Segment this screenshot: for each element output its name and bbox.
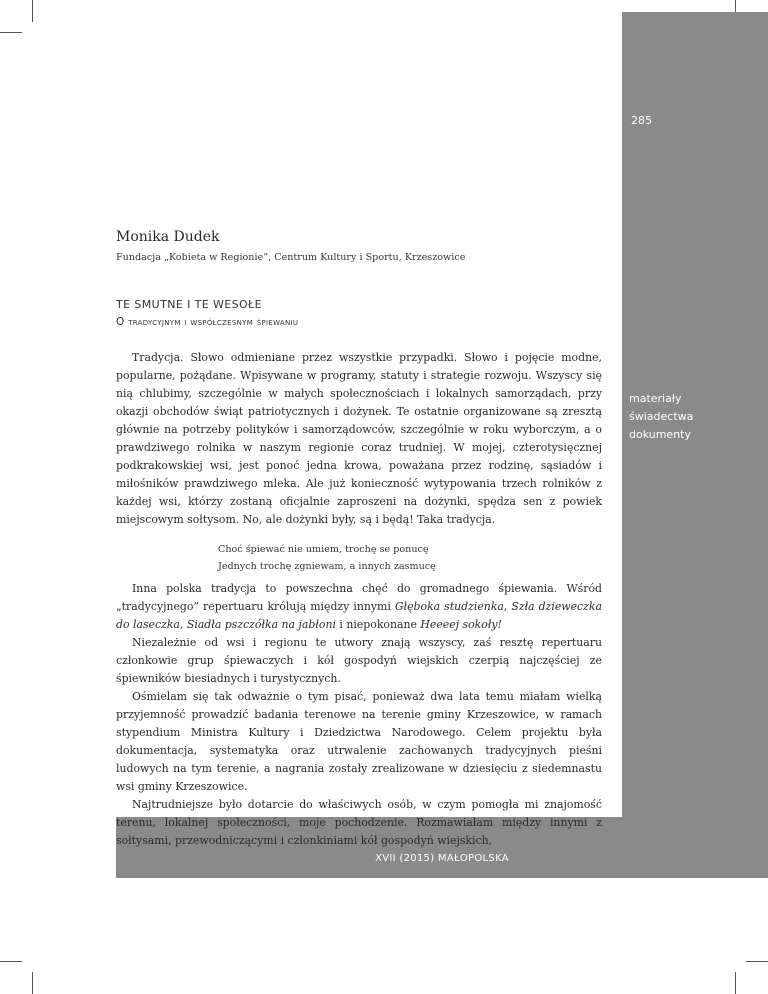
paragraph-2-text-b: i niepokonane xyxy=(335,618,421,631)
author-affiliation: Fundacja „Kobieta w Regionie”, Centrum Kultury i Sportu, Krzeszowice xyxy=(116,252,466,263)
section-label-materialy: materiały xyxy=(629,392,682,405)
section-label-dokumenty: dokumenty xyxy=(629,428,691,441)
crop-mark-bottom-left-h xyxy=(0,961,22,962)
paragraph-4: Ośmielam się tak odważnie o tym pisać, ponieważ dwa lata temu miałam wielką przyjemność prowadzić badania terenowe na terenie gminy Krzeszowice, w ramach stypendium Ministra Kultury i Dziedzictwa Narodowego. Celem projektu była dokumentacja, systematyka oraz utrwalenie zachowanych tradycyjnych pieśni ludowych na tym terenie, a nagrania zostały zrealizowane w dziesięciu z siedemnastu wsi gminy Krzeszowice. xyxy=(116,690,602,793)
crop-mark-top-left-v xyxy=(32,0,33,22)
song-title-3: Siadła pszczółka na jabłoni xyxy=(186,618,336,631)
crop-mark-top-left-h xyxy=(0,32,22,33)
section-label-swiadectwa: świadectwa xyxy=(629,410,694,423)
paragraph-5: Najtrudniejsze było dotarcie do właściwych osób, w czym pomogła mi znajomość terenu, lokalnej społeczności, moje pochodzenie. Rozmawiałam między innymi z sołtysami, przewodniczącymi i członkiniami kół gospodyń wiejskich, xyxy=(116,798,602,847)
paragraph-2-sep-2: , xyxy=(179,618,187,631)
body-section-2 xyxy=(116,580,602,850)
paragraph-2 xyxy=(116,580,602,634)
page-number: 285 xyxy=(631,114,652,127)
author-name: Monika Dudek xyxy=(116,229,220,245)
journal-footer: XVII (2015) MAŁOPOLSKA xyxy=(375,853,509,864)
song-title-1: Głęboka studzienka xyxy=(394,600,504,613)
article-title: TE SMUTNE I TE WESOŁE xyxy=(116,298,262,311)
paragraph-1: Tradycja. Słowo odmieniane przez wszystkie przypadki. Słowo i pojęcie modne, popularne, pożądane. Wpisywane w programy, statuty i strategie rozwoju. Wszyscy się nią chlubimy, szczególnie w małych społecznościach i lokalnych samorządach, przy okazji obchodów świąt patriotycznych i dożynek. Te ostatnie organizowane są zresztą głównie na potrzeby polityków i samorządowców, szczególnie w roku wyborczym, a o prawdziwego rolnika w naszym regionie coraz trudniej. W mojej, czterotysięcznej podkrakowskiej wsi, jest ponoć jedna krowa, poważana przez rodzinę, sąsiadów i miłośników prawdziwego mleka. Ale już konieczność wytypowania trzech rolników z każdej wsi, którzy zostaną oficjalnie zaproszeni na dożynki, spędza sen z powiek miejscowym sołtysom. No, ale dożynki były, są i będą! Taka tradycja. xyxy=(116,351,602,526)
verse-line-1: Choć śpiewać nie umiem, trochę se ponucę xyxy=(218,544,429,555)
song-title-4: Heeeej sokoły! xyxy=(420,618,502,631)
body-section-1 xyxy=(116,349,602,529)
paragraph-2-text-a: Inna polska tradycja to powszechna chęć do gromadnego śpiewania. Wśród „tradycyjnego” repertuaru królują między innymi xyxy=(116,582,602,613)
crop-mark-bottom-right-h xyxy=(746,961,768,962)
paragraph-3: Niezależnie od wsi i regionu te utwory znają wszyscy, zaś resztę repertuaru członkowie grup śpiewaczych i kół gospodyń wiejskich czerpią najczęściej ze śpiewników biesiadnych i turystycznych. xyxy=(116,636,602,685)
section-labels xyxy=(629,390,693,444)
paragraph-2-sep-1: , xyxy=(503,600,512,613)
crop-mark-bottom-left-v xyxy=(32,972,33,994)
article-subtitle: O tradycyjnym i współczesnym śpiewaniu xyxy=(116,316,299,328)
crop-mark-bottom-right-v xyxy=(735,972,736,994)
song-title-2: Szła dzieweczka do laseczka xyxy=(116,600,602,631)
verse-line-2: Jednych trochę zgniewam, a innych zasmucę xyxy=(218,561,436,572)
verse-quote xyxy=(218,541,436,575)
